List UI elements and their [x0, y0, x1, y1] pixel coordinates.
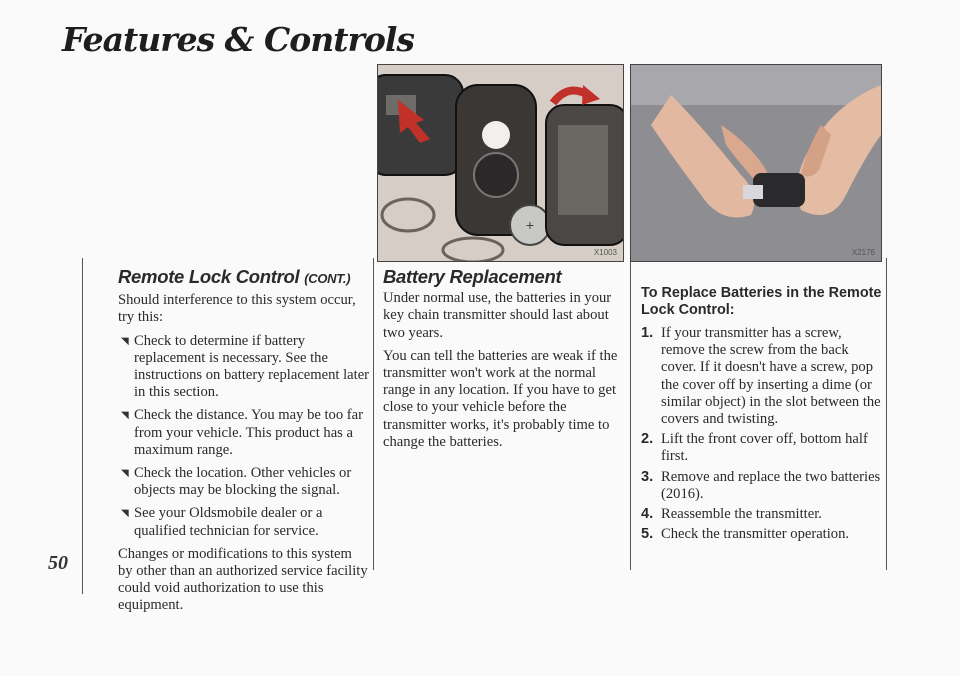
step-number: 1.: [641, 325, 654, 341]
transmitter-illustration-drawing: [378, 65, 623, 261]
step-item: 2. Lift the front cover off, bottom half first.: [641, 431, 868, 465]
battery-replacement-heading: Battery Replacement: [383, 266, 562, 287]
bullet-icon: ◥: [121, 335, 129, 347]
step-number: 3.: [641, 468, 654, 485]
step-number: 5.: [641, 526, 654, 543]
continued-label: (CONT.): [304, 271, 351, 286]
interference-intro: Should interference to this system occur, try this:: [118, 292, 356, 326]
page-number-rule: [82, 258, 83, 594]
modifications-warning: Changes or modifications to this system by other than an authorized service facility could void authorization to use this equipment.: [118, 545, 368, 614]
remote-lock-heading-text: Remote Lock Control: [118, 266, 300, 287]
middle-column: [383, 268, 623, 457]
step-item: 4. Reassemble the transmitter.: [641, 506, 822, 523]
weak-battery-paragraph: You can tell the batteries are weak if the transmitter won't work at the normal range in any location. If you have to get close to your vehicle before the transmitter works, it's probably time to change the batteries.: [383, 347, 618, 450]
step-item: 5. Check the transmitter operation.: [641, 526, 850, 543]
troubleshooting-list: [118, 333, 370, 540]
list-item: ◥ See your Oldsmobile dealer or a qualified technician for service.: [121, 505, 323, 539]
page-title: Features & Controls: [62, 20, 414, 59]
page-number: 50: [48, 552, 68, 574]
right-column: [641, 285, 883, 546]
column-divider-right: [886, 258, 887, 570]
step-item: 3. Remove and replace the two batteries (2016).: [641, 468, 881, 502]
list-item: ◥ Check the distance. You may be too far from your vehicle. This product has a maximum range.: [121, 407, 363, 458]
battery-life-paragraph: Under normal use, the batteries in your key chain transmitter should last about two years.: [383, 290, 612, 341]
bullet-icon: ◥: [121, 468, 129, 480]
replace-batteries-subheading: To Replace Batteries in the Remote Lock Control:: [641, 285, 882, 318]
step-number: 4.: [641, 506, 654, 523]
bullet-icon: ◥: [121, 410, 129, 422]
step-number: 2.: [641, 431, 654, 448]
hands-photo-drawing: [631, 65, 881, 261]
remote-lock-heading: [118, 268, 370, 287]
svg-text:+: +: [525, 217, 535, 233]
step-item: 1. If your transmitter has a screw, remove the screw from the back cover. If it doesn't have a screw, pop the cover off by inserting a dime (or similar object) in the slot between the covers and twisting.: [641, 325, 881, 428]
photo-code: X2176: [851, 248, 875, 257]
illustration-code: X1003: [593, 248, 617, 257]
replacement-steps: [641, 325, 883, 543]
transmitter-illustration: [377, 64, 624, 262]
column-divider-left: [373, 258, 374, 570]
bullet-icon: ◥: [121, 508, 129, 520]
list-item: ◥ Check to determine if battery replacement is necessary. See the instructions on battery replacement later in this section.: [121, 332, 370, 401]
hands-photo: [630, 64, 882, 262]
list-item: ◥ Check the location. Other vehicles or objects may be blocking the signal.: [121, 465, 352, 499]
column-divider-middle: [630, 258, 631, 570]
left-column: [118, 268, 370, 621]
